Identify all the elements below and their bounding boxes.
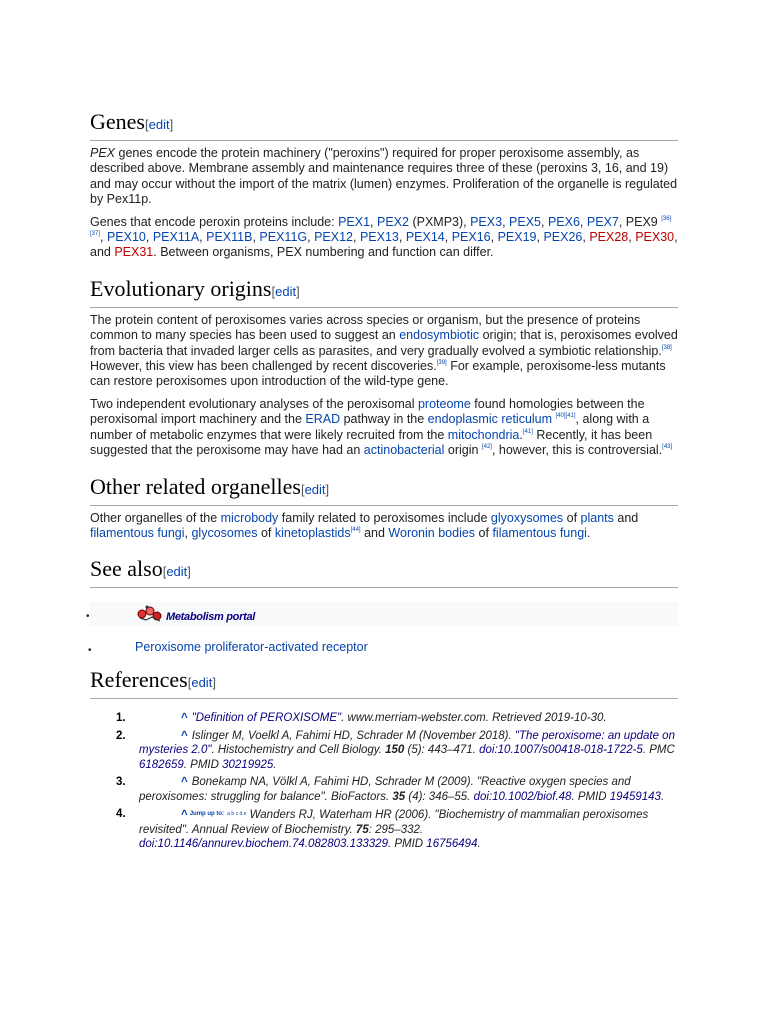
citation-40-41[interactable]: [40][41] [555, 413, 576, 420]
article-content [86, 108, 678, 855]
citation-36-37[interactable]: [36][37] [90, 215, 672, 238]
evolution-paragraph-1: The protein content of peroxisomes varies across species or organism, but the presence of proteins common to many species has been used to suggest an endosymbiotic origin; that is, peroxisomes evolved from bacteria that invaded larger cells as parasites, and very gradually evolved a symbiotic relationship.[38] However, this view has been challenged by recent discoveries.[39] For example, peroxisome-less mutants can restore peroxisomes upon introduction of the wild-type gene. [90, 312, 678, 389]
reference-item: 1. ^ "Definition of PEROXISOME". www.merriam-webster.com. Retrieved 2019-10-30. [116, 712, 607, 725]
link-pex2[interactable]: PEX2 [377, 214, 409, 229]
citation-38[interactable]: [38] [661, 344, 672, 351]
link-pex12[interactable]: PEX12 [314, 230, 353, 245]
metabolism-portal-link[interactable]: Metabolism portal [166, 611, 256, 624]
backlink-caret[interactable]: ^ [181, 729, 188, 742]
link-plants[interactable]: plants [580, 510, 614, 525]
jump-up-label: Jump up to: [189, 811, 225, 818]
reference-item: 2. ^ Islinger M, Voelkl A, Fahimi HD, Schrader M (November 2018). "The peroxisome: an update on mysteries 2.0". Histochemistry and Cell Biology. 150 (5): 443–471. doi:10.1007/s00418-018-1722-5. PMC 6182659. PMID 30219925. [116, 729, 675, 771]
citation-42[interactable]: [42] [481, 444, 492, 451]
references-list [90, 711, 678, 852]
edit-link-see-also[interactable]: edit [166, 564, 188, 580]
genes-paragraph-2: Genes that encode peroxin proteins include: PEX1, PEX2 (PXMP3), PEX3, PEX5, PEX6, PEX7, PEX9 [36][37], PEX10, PEX11A, PEX11B, PEX11G, PEX12, PEX13, PEX14, PEX16, PEX19, PEX26, PEX28, PEX30, and PEX31. Between organisms, PEX numbering and function can differ. [90, 214, 678, 260]
link-pex1[interactable]: PEX1 [338, 214, 371, 229]
link-mitochondria[interactable]: mitochondria [447, 427, 520, 442]
list-bullet: • [86, 611, 90, 623]
other-organelles-paragraph: Other organelles of the microbody family related to peroxisomes include glyoxysomes of plants and filamentous fungi, glycosomes of kinetoplastids[44] and Woronin bodies of filamentous fungi. [90, 510, 639, 540]
reference-title-link[interactable]: "Definition of PEROXISOME" [191, 712, 342, 725]
section-heading-see-also: See also[edit] [90, 555, 678, 588]
link-woronin-bodies[interactable]: Woronin bodies [388, 525, 476, 540]
link-glycosomes[interactable]: glycosomes [191, 525, 258, 540]
link-pex30[interactable]: PEX30 [635, 230, 675, 245]
edit-link-genes[interactable]: edit [148, 117, 170, 132]
edit-link-other-organelles[interactable]: edit [304, 481, 326, 497]
evolution-paragraph-2: Two independent evolutionary analyses of the peroxisomal proteome found homologies between the peroxisomal import machinery and the ERAD pathway in the endoplasmic reticulum [40][41], along with a number of metabolic enzymes that were likely recruited from the mitochondria.[41] Recently, it has been suggested that the peroxisome may have had an actinobacterial origin [42], however, this is controversial.[43] [90, 396, 673, 458]
link-filamentous-fungi[interactable]: filamentous fungi [90, 525, 185, 540]
doi-value-link[interactable]: :10.1007/s00418-018-1722-5 [494, 744, 643, 757]
link-pex5[interactable]: PEX5 [509, 214, 541, 229]
link-ppar[interactable]: Peroxisome proliferator-activated receptor [135, 640, 368, 655]
backlink-caret[interactable]: ^ [181, 776, 188, 789]
link-endoplasmic-reticulum[interactable]: endoplasmic reticulum [427, 412, 553, 427]
jump-backlinks[interactable]: a b c d e [227, 811, 247, 818]
reference-item: 4. ^ $^{Jump up to:}$ $^{a b c d e}$ Wanders RJ, Waterham HR (2006). "Biochemistry of mammalian peroxisomes revisited". Annual Review of Biochemistry. 75: 295–332. doi:10.1146/annurev.biochem.74.082803.133329. PMID 16756494. [116, 808, 649, 851]
link-glyoxysomes[interactable]: glyoxysomes [490, 510, 564, 525]
link-endosymbiotic[interactable]: endosymbiotic [399, 328, 480, 343]
doi-link[interactable]: doi [473, 790, 489, 803]
see-also-list-item [90, 640, 678, 662]
link-pex26[interactable]: PEX26 [543, 230, 583, 245]
pmid-link[interactable]: 16756494 [423, 838, 478, 851]
link-pex11b[interactable]: PEX11B [206, 230, 253, 245]
citation-41[interactable]: [41] [522, 428, 533, 435]
reference-title-link[interactable]: "The peroxisome: an update on mysteries 2.0" [139, 729, 675, 757]
link-pex16[interactable]: PEX16 [451, 230, 491, 245]
citation-43[interactable]: [43] [662, 444, 673, 451]
link-pex19[interactable]: PEX19 [497, 230, 537, 245]
section-title-references: References [90, 667, 188, 693]
section-heading-other-organelles: Other related organelles[edit] [90, 473, 678, 506]
link-pex3[interactable]: PEX3 [470, 214, 503, 229]
link-pex6[interactable]: PEX6 [547, 214, 580, 229]
link-kinetoplastids[interactable]: kinetoplastids [274, 525, 351, 540]
link-pex10[interactable]: PEX10 [106, 230, 146, 245]
edit-link-references[interactable]: edit [191, 675, 213, 691]
genes-paragraph-1: PEX genes encode the protein machinery ("peroxins") required for proper peroxisome assembly, as described above. Membrane assembly and maintenance requires three of these (peroxins 3, 16, and 19) and may occur without the import of the matrix (lumen) enzymes. Proliferation of the organelle is regulated by Pex11p. [90, 146, 678, 207]
pmc-link[interactable]: 6182659 [139, 758, 184, 771]
portal-list-item [86, 602, 678, 626]
doi-link[interactable]: doi [139, 838, 155, 851]
pmid-link[interactable]: 30219925 [218, 758, 274, 771]
section-title-evolution: Evolutionary origins [90, 275, 272, 301]
list-bullet: • [88, 645, 92, 657]
backlink-caret[interactable]: ^ [181, 712, 188, 725]
link-pex28[interactable]: PEX28 [589, 230, 629, 245]
reference-item: 3. ^ Bonekamp NA, Völkl A, Fahimi HD, Schrader M (2009). "Reactive oxygen species and peroxisomes: struggling for balance". BioFactors. 35 (4): 346–55. doi:10.1002/biof.48. PMID 19459143. [116, 776, 665, 803]
section-title-other-organelles: Other related organelles [90, 473, 301, 499]
doi-value-link[interactable]: :10.1146/annurev.biochem.74.082803.133329 [154, 838, 388, 851]
link-pex7[interactable]: PEX7 [586, 214, 619, 229]
doi-link[interactable]: doi [479, 744, 495, 757]
section-heading-evolution: Evolutionary origins[edit] [90, 275, 678, 308]
section-title-genes: Genes [90, 109, 145, 134]
link-pex14[interactable]: PEX14 [405, 230, 445, 245]
link-actinobacterial[interactable]: actinobacterial [363, 443, 445, 458]
link-erad[interactable]: ERAD [305, 412, 341, 427]
section-heading-references: References[edit] [90, 666, 678, 699]
pmid-link[interactable]: 19459143 [606, 790, 661, 803]
link-pex11g[interactable]: PEX11G [259, 230, 308, 245]
section-heading-genes: Genes[edit] [90, 108, 678, 141]
citation-44[interactable]: [44] [350, 526, 361, 533]
backlink-caret[interactable]: ^ [181, 809, 188, 822]
citation-39[interactable]: [39] [436, 360, 447, 367]
link-pex13[interactable]: PEX13 [359, 230, 399, 245]
section-title-see-also: See also [90, 556, 163, 582]
link-filamentous-fungi-2[interactable]: filamentous fungi [492, 525, 587, 540]
link-pex31[interactable]: PEX31 [114, 245, 154, 260]
link-microbody[interactable]: microbody [220, 510, 279, 525]
doi-value-link[interactable]: :10.1002/biof.48 [488, 790, 572, 803]
edit-link-evolution[interactable]: edit [275, 283, 297, 299]
link-pex11a[interactable]: PEX11A [152, 230, 200, 245]
pex-italic: PEX [90, 146, 116, 160]
metabolism-portal-icon[interactable] [136, 604, 164, 624]
link-proteome[interactable]: proteome [417, 396, 471, 411]
